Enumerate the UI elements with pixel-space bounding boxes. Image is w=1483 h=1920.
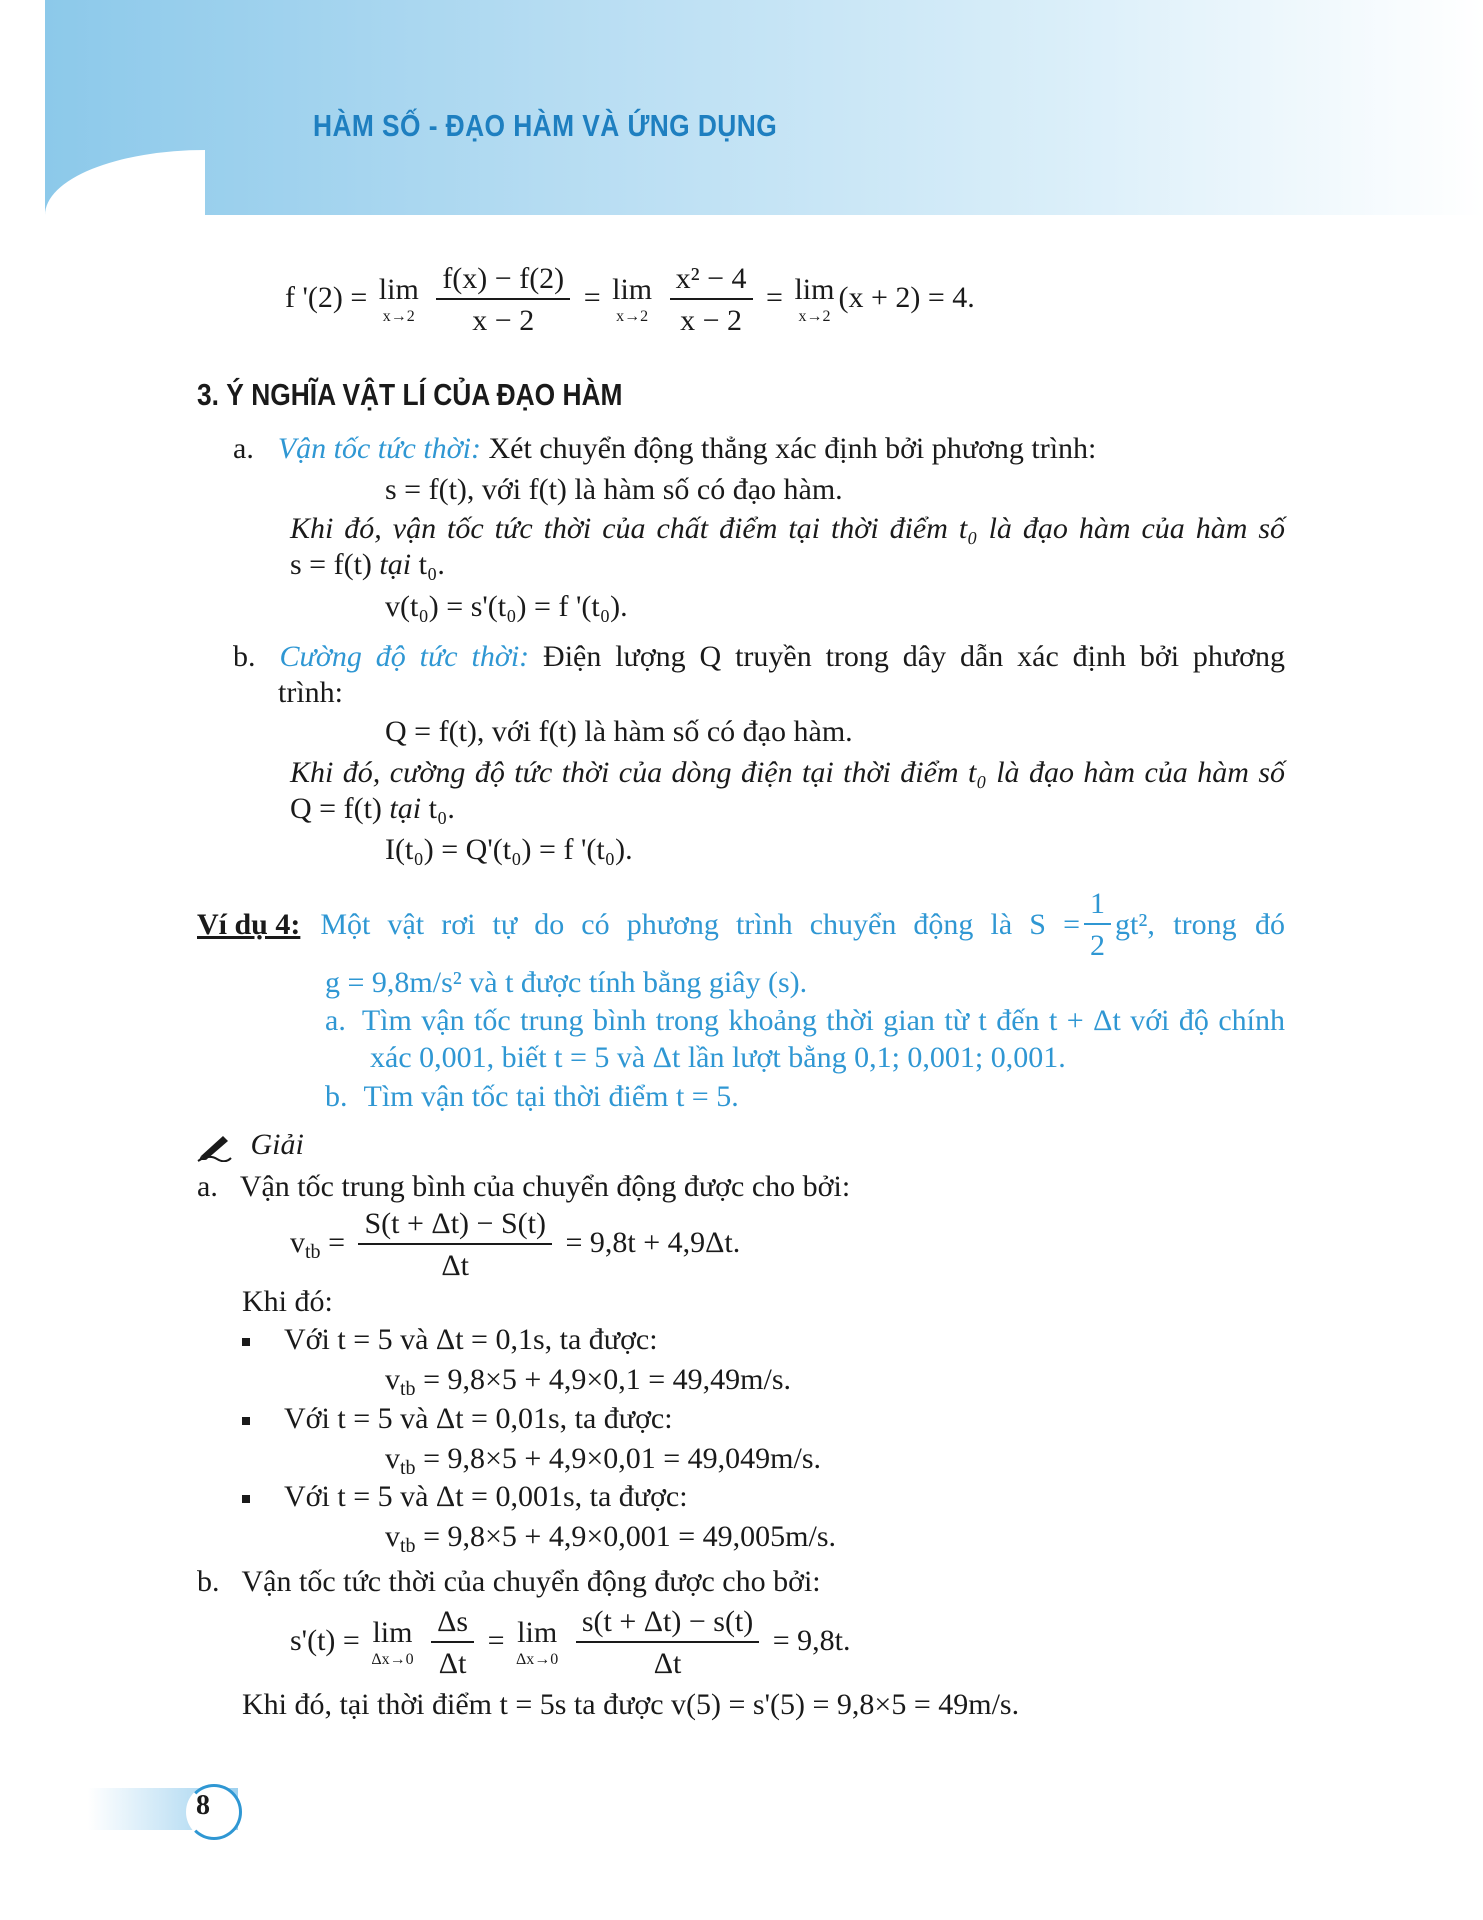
page-number-circle: [186, 1784, 242, 1840]
example-4-line1: Ví dụ 4: Một vật rơi tự do có phương trình chuyển động là S = $\frac{1}{2}$ gt², trong đó: [197, 887, 1285, 962]
limit-operator: lim Δx→0: [371, 1616, 414, 1668]
case-2: Với t = 5 và Δt = 0,01s, ta được:: [242, 1402, 673, 1436]
part-b-italic1: Khi đó, cường độ tức thời của dòng điện tại thời điểm t₀ là đạo hàm của hàm số: [290, 756, 1285, 789]
limit-operator: lim x→2: [612, 273, 653, 325]
example-4-a-cont: xác 0,001, biết t = 5 và Δt lần lượt bằng 0,1; 0,001; 0,001.: [370, 1041, 1066, 1074]
pen-writing-icon: [197, 1132, 233, 1162]
part-b-formula: I(t₀) = Q'(t₀) = f '(t₀).: [385, 833, 633, 866]
page-number: 8: [196, 1790, 210, 1821]
fraction: $\frac{\text{x² − 4}}{x - 2}$: [670, 262, 753, 338]
solution-b-heading: b. Vận tốc tức thời của chuyển động được cho bởi:: [197, 1565, 821, 1598]
limit-operator: lim x→2: [794, 273, 835, 325]
fraction: $\frac{f(x) - f(2)}{x - 2}$: [436, 262, 570, 338]
example-4-line2: g = 9,8m/s² và t được tính bằng giây (s).: [325, 966, 808, 999]
khi-do-label: Khi đó:: [242, 1285, 333, 1318]
part-b-line2: Q = f(t), với f(t) là hàm số có đạo hàm.: [385, 715, 853, 748]
solution-a-heading: a. Vận tốc trung bình của chuyển động được cho bởi:: [197, 1170, 851, 1203]
example-4-b: b. Tìm vận tốc tại thời điểm t = 5.: [325, 1080, 739, 1113]
part-b-italic2: Q = f(t) tại t₀.: [290, 792, 455, 825]
solution-heading: Giải: [197, 1128, 304, 1162]
derivative-example-equation: f '(2) = lim x→2 $\frac{f(x) - f(2)}{x - 2}$ = lim x→2 $\frac{\text{x² − 4}}{x - 2}$ = lim x→2 (x + 2) = 4.: [285, 262, 975, 337]
average-velocity-formula: $v_{tb}$ = $\frac{S(t + \Delta t) - S(t)}{\Delta t}$ = 9,8t + 4,9Δt.: [290, 1207, 741, 1282]
final-answer: Khi đó, tại thời điểm t = 5s ta được v(5) = s'(5) = 9,8×5 = 49m/s.: [242, 1688, 1020, 1721]
limit-operator: lim x→2: [378, 273, 419, 325]
example-4-a: a. Tìm vận tốc trung bình trong khoảng thời gian từ t đến t + Δt với độ chính: [325, 1004, 1285, 1037]
instant-velocity-formula: s'(t) = lim Δx→0 $\frac{\Delta s}{\Delta t}$ = lim Δx→0 $\frac{s(t + \Delta t) - s(t)}{\Delta t}$ = 9,8t.: [290, 1605, 851, 1680]
case-2-result: $v_{tb} = 9,8\times 5 + 4,9\times 0,01 = 49,049m/s$.: [385, 1442, 822, 1479]
bullet-icon: [242, 1338, 250, 1346]
limit-operator: lim Δx→0: [516, 1616, 559, 1668]
part-a-italic2: s = f(t) tại t₀.: [290, 548, 445, 581]
fraction: $\frac{S(t + \Delta t) - S(t)}{\Delta t}$: [358, 1207, 551, 1283]
case-3-result: $v_{tb} = 9,8\times 5 + 4,9\times 0,001 = 49,005m/s$.: [385, 1520, 837, 1557]
example-label: Ví dụ 4:: [197, 908, 301, 941]
part-a-italic1: Khi đó, vận tốc tức thời của chất điểm tại thời điểm t₀ là đạo hàm của hàm số: [290, 512, 1285, 545]
part-a-line2: s = f(t), với f(t) là hàm số có đạo hàm.: [385, 473, 843, 506]
part-a-formula: v(t₀) = s'(t₀) = f '(t₀).: [385, 590, 628, 623]
fraction: $\frac{s(t + \Delta t) - s(t)}{\Delta t}$: [576, 1605, 759, 1681]
section-title: 3. Ý NGHĨA VẬT LÍ CỦA ĐẠO HÀM: [197, 377, 623, 412]
chapter-title: HÀM SỐ - ĐẠO HÀM VÀ ỨNG DỤNG: [313, 108, 778, 143]
case-3: Với t = 5 và Δt = 0,001s, ta được:: [242, 1480, 688, 1514]
bullet-icon: [242, 1495, 250, 1503]
fraction: $\frac{\Delta s}{\Delta t}$: [431, 1605, 474, 1681]
case-1: Với t = 5 và Δt = 0,1s, ta được:: [242, 1323, 658, 1357]
case-1-result: $v_{tb} = 9,8\times 5 + 4,9\times 0,1 = 49,49m/s$.: [385, 1363, 792, 1400]
bullet-icon: [242, 1417, 250, 1425]
part-a-heading: a. Vận tốc tức thời: Xét chuyển động thẳng xác định bởi phương trình:: [233, 432, 1097, 465]
one-half-fraction: $\frac{1}{2}$: [1084, 887, 1111, 963]
part-b-text2: trình:: [278, 676, 343, 709]
part-b-heading: b. Cường độ tức thời: Điện lượng Q truyền trong dây dẫn xác định bởi phương: [233, 640, 1286, 673]
